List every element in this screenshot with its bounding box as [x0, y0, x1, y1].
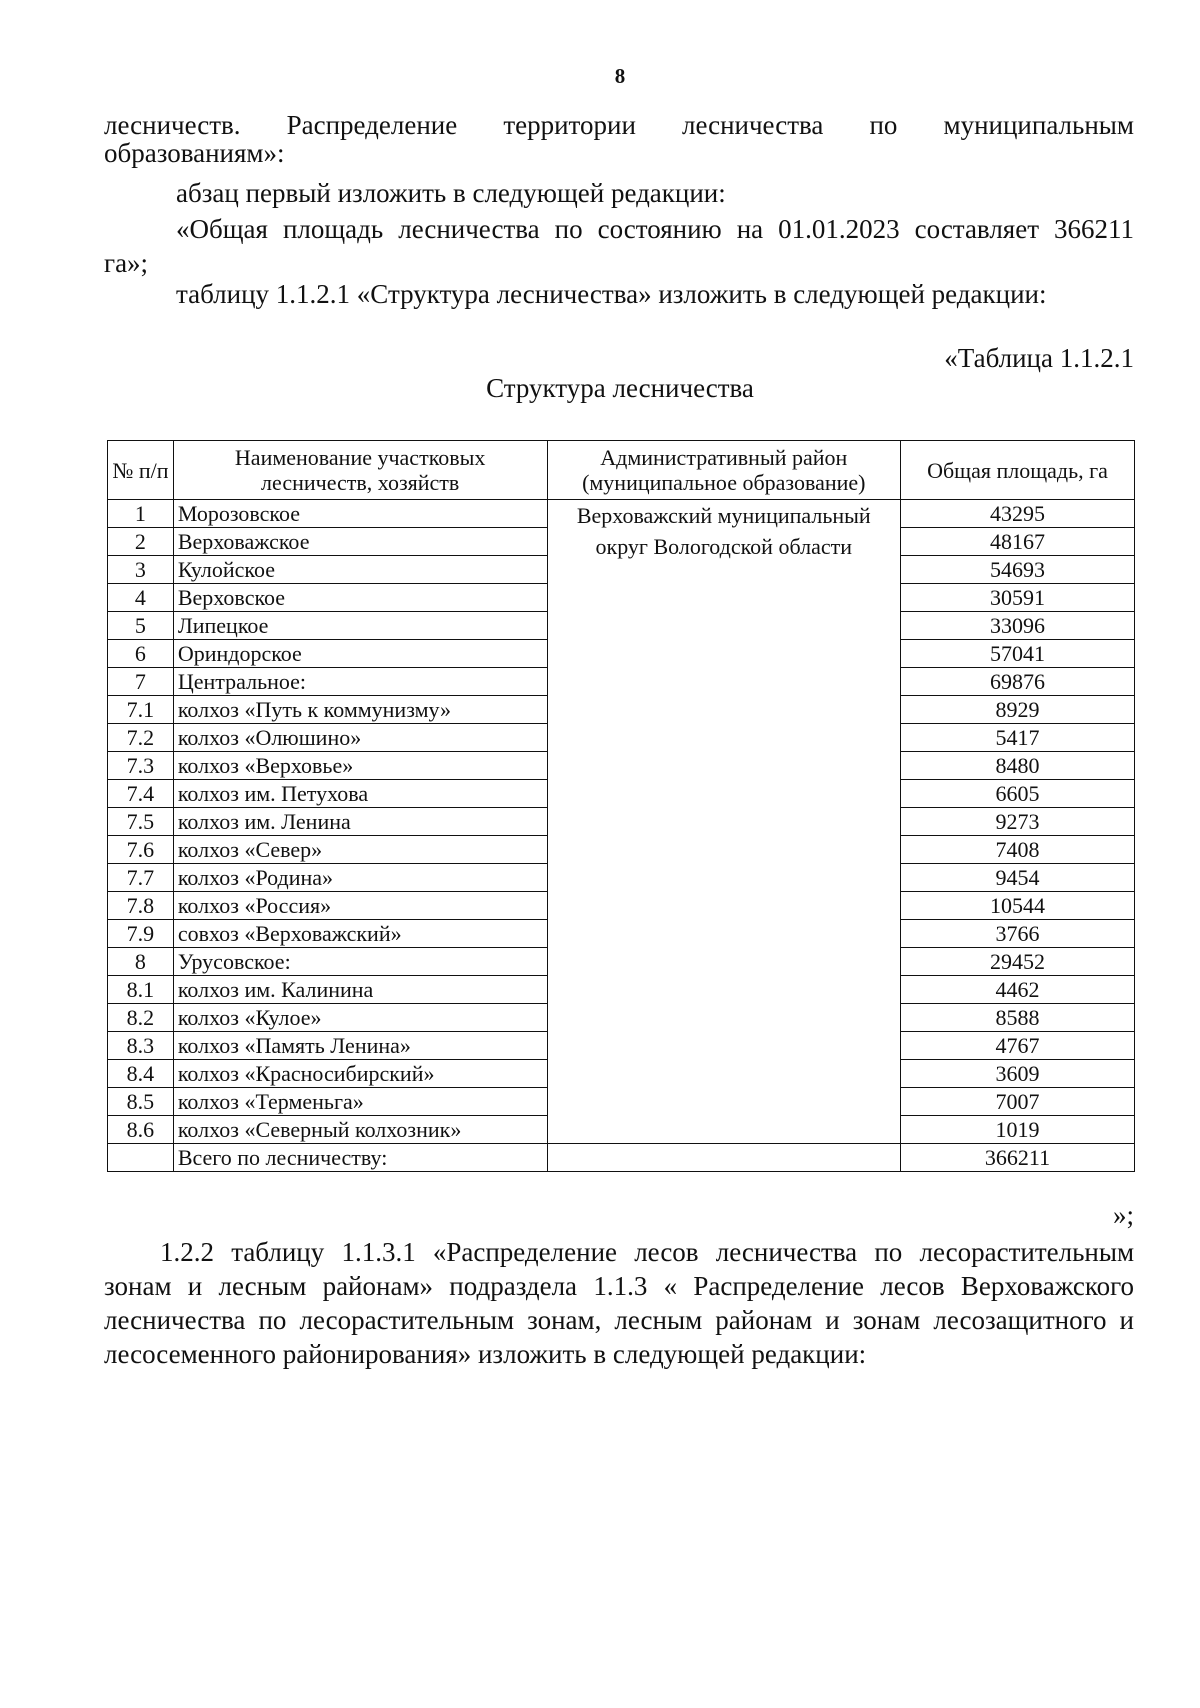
row-num: 8.3 — [108, 1032, 174, 1060]
word: подраздела — [449, 1271, 578, 1301]
row-name: Центральное: — [173, 668, 547, 696]
row-area: 9454 — [901, 864, 1135, 892]
word: по — [258, 1305, 287, 1335]
word: лесным — [218, 1271, 307, 1301]
row-num: 8.4 — [108, 1060, 174, 1088]
row-area: 10544 — [901, 892, 1135, 920]
table-total-row — [108, 1144, 1135, 1172]
word: и — [825, 1305, 840, 1335]
word: по — [874, 1237, 903, 1267]
row-num: 5 — [108, 612, 174, 640]
area-line-1 — [104, 212, 1134, 246]
word: лесничества — [398, 214, 540, 244]
intro-paragraph — [104, 108, 1134, 170]
total-num — [108, 1144, 174, 1172]
table-body — [108, 500, 1135, 1172]
row-name: Морозовское — [173, 500, 547, 528]
header-district: Административный район (муниципальное образование) — [547, 441, 900, 500]
word: лесным — [614, 1305, 703, 1335]
row-num: 8.1 — [108, 976, 174, 1004]
row-area: 7007 — [901, 1088, 1135, 1116]
word: 1.2.2 — [160, 1237, 214, 1267]
table-label: «Таблица 1.1.2.1 — [944, 343, 1134, 373]
table-closing-quote: »; — [1112, 1200, 1134, 1230]
header-num: № п/п — [108, 441, 174, 500]
word: 1.1.3 — [593, 1271, 648, 1301]
word: по — [869, 110, 898, 140]
row-name: Ориндорское — [173, 640, 547, 668]
row-name: Липецкое — [173, 612, 547, 640]
row-name: колхоз «Память Ленина» — [173, 1032, 547, 1060]
word: районам» — [322, 1271, 434, 1301]
row-area: 48167 — [901, 528, 1135, 556]
word: « — [663, 1271, 678, 1301]
word: и — [187, 1271, 203, 1301]
word: лесозащитного — [933, 1305, 1107, 1335]
instruction-paragraph-2 — [104, 277, 1134, 311]
row-area: 6605 — [901, 780, 1135, 808]
row-num: 7.1 — [108, 696, 174, 724]
row-name: колхоз «Олюшино» — [173, 724, 547, 752]
word: по — [554, 214, 583, 244]
row-num: 3 — [108, 556, 174, 584]
row-name: колхоз «Терменьга» — [173, 1088, 547, 1116]
row-num: 7.2 — [108, 724, 174, 752]
row-area: 69876 — [901, 668, 1135, 696]
row-name: колхоз им. Петухова — [173, 780, 547, 808]
row-name: Кулойское — [173, 556, 547, 584]
section-line-2 — [104, 1269, 1134, 1303]
table-header-row — [108, 441, 1135, 500]
word: на — [736, 214, 764, 244]
instruction-paragraph-1 — [104, 176, 1134, 210]
word: зонам — [104, 1271, 172, 1301]
total-district — [547, 1144, 900, 1172]
word: 366211 — [1054, 214, 1135, 244]
word: лесничества — [715, 1237, 858, 1267]
row-num: 1 — [108, 500, 174, 528]
word: «Общая — [176, 214, 268, 244]
row-area: 8480 — [901, 752, 1135, 780]
district-cell: Верховажский муниципальный округ Вологодской области — [547, 500, 900, 1144]
area-line-2: га»; — [104, 248, 149, 278]
word: лесорастительным — [919, 1237, 1135, 1267]
row-area: 1019 — [901, 1116, 1135, 1144]
row-area: 9273 — [901, 808, 1135, 836]
header-name: Наименование участковых лесничеств, хозяйств — [173, 441, 547, 500]
row-name: колхоз «Родина» — [173, 864, 547, 892]
word: муниципальным — [943, 110, 1135, 140]
section-line-1 — [104, 1235, 1134, 1269]
row-area: 8929 — [901, 696, 1135, 724]
row-name: совхоз «Верховажский» — [173, 920, 547, 948]
section-line-3 — [104, 1303, 1134, 1337]
word: территории — [503, 110, 636, 140]
row-num: 8.6 — [108, 1116, 174, 1144]
word: лесничества — [104, 1305, 246, 1335]
row-area: 33096 — [901, 612, 1135, 640]
page-number: 8 — [614, 64, 626, 88]
table-title: Структура лесничества — [486, 373, 754, 403]
row-name: колхоз «Путь к коммунизму» — [173, 696, 547, 724]
intro-line-2: образованиям»: — [104, 138, 285, 168]
header-area: Общая площадь, га — [901, 441, 1135, 500]
instruction-text-2: таблицу 1.1.2.1 «Структура лесничества» изложить в следующей редакции: — [176, 279, 1047, 309]
word: лесничеств. — [104, 110, 241, 140]
row-area: 7408 — [901, 836, 1135, 864]
row-area: 4767 — [901, 1032, 1135, 1060]
row-num: 8 — [108, 948, 174, 976]
forestry-structure-table — [107, 440, 1135, 1172]
row-name: колхоз «Северный колхозник» — [173, 1116, 547, 1144]
row-area: 43295 — [901, 500, 1135, 528]
row-area: 3609 — [901, 1060, 1135, 1088]
total-area: 366211 — [901, 1144, 1135, 1172]
row-num: 7.4 — [108, 780, 174, 808]
row-area: 57041 — [901, 640, 1135, 668]
row-num: 7.7 — [108, 864, 174, 892]
word: лесничества — [681, 110, 824, 140]
section-line-4: лесосеменного районирования» изложить в следующей редакции: — [104, 1339, 867, 1369]
row-name: Верховажское — [173, 528, 547, 556]
row-num: 7.8 — [108, 892, 174, 920]
row-area: 3766 — [901, 920, 1135, 948]
row-num: 7 — [108, 668, 174, 696]
row-area: 54693 — [901, 556, 1135, 584]
row-area: 30591 — [901, 584, 1135, 612]
row-area: 5417 — [901, 724, 1135, 752]
row-name: колхоз «Север» — [173, 836, 547, 864]
word: лесов — [634, 1237, 699, 1267]
word: площадь — [282, 214, 384, 244]
word: районам — [715, 1305, 813, 1335]
row-area: 4462 — [901, 976, 1135, 1004]
word: 01.01.2023 — [778, 214, 900, 244]
word: Верховажского — [960, 1271, 1135, 1301]
word: Распределение — [693, 1271, 864, 1301]
section-1-2-2-paragraph — [104, 1235, 1134, 1371]
row-area: 8588 — [901, 1004, 1135, 1032]
row-name: Верховское — [173, 584, 547, 612]
row-num: 6 — [108, 640, 174, 668]
area-paragraph — [104, 212, 1134, 280]
word: зонам, — [527, 1305, 602, 1335]
row-name: колхоз им. Ленина — [173, 808, 547, 836]
row-area: 29452 — [901, 948, 1135, 976]
word: зонам — [852, 1305, 921, 1335]
row-name: колхоз «Кулое» — [173, 1004, 547, 1032]
word: составляет — [914, 214, 1039, 244]
row-num: 8.5 — [108, 1088, 174, 1116]
row-num: 4 — [108, 584, 174, 612]
row-num: 7.6 — [108, 836, 174, 864]
row-num: 7.5 — [108, 808, 174, 836]
row-name: колхоз «Красносибирский» — [173, 1060, 547, 1088]
row-num: 2 — [108, 528, 174, 556]
word: Распределение — [286, 110, 458, 140]
word: лесорастительным — [299, 1305, 515, 1335]
row-num: 7.9 — [108, 920, 174, 948]
total-label: Всего по лесничеству: — [173, 1144, 547, 1172]
row-name: Урусовское: — [173, 948, 547, 976]
row-num: 7.3 — [108, 752, 174, 780]
row-name: колхоз им. Калинина — [173, 976, 547, 1004]
instruction-text-1: абзац первый изложить в следующей редакции: — [176, 178, 726, 208]
row-num: 8.2 — [108, 1004, 174, 1032]
word: лесов — [880, 1271, 945, 1301]
word: и — [1119, 1305, 1134, 1335]
word: таблицу — [231, 1237, 325, 1267]
row-name: колхоз «Верховье» — [173, 752, 547, 780]
table-row — [108, 500, 1135, 528]
word: «Распределение — [432, 1237, 617, 1267]
word: 1.1.3.1 — [341, 1237, 416, 1267]
word: состоянию — [597, 214, 722, 244]
row-name: колхоз «Россия» — [173, 892, 547, 920]
